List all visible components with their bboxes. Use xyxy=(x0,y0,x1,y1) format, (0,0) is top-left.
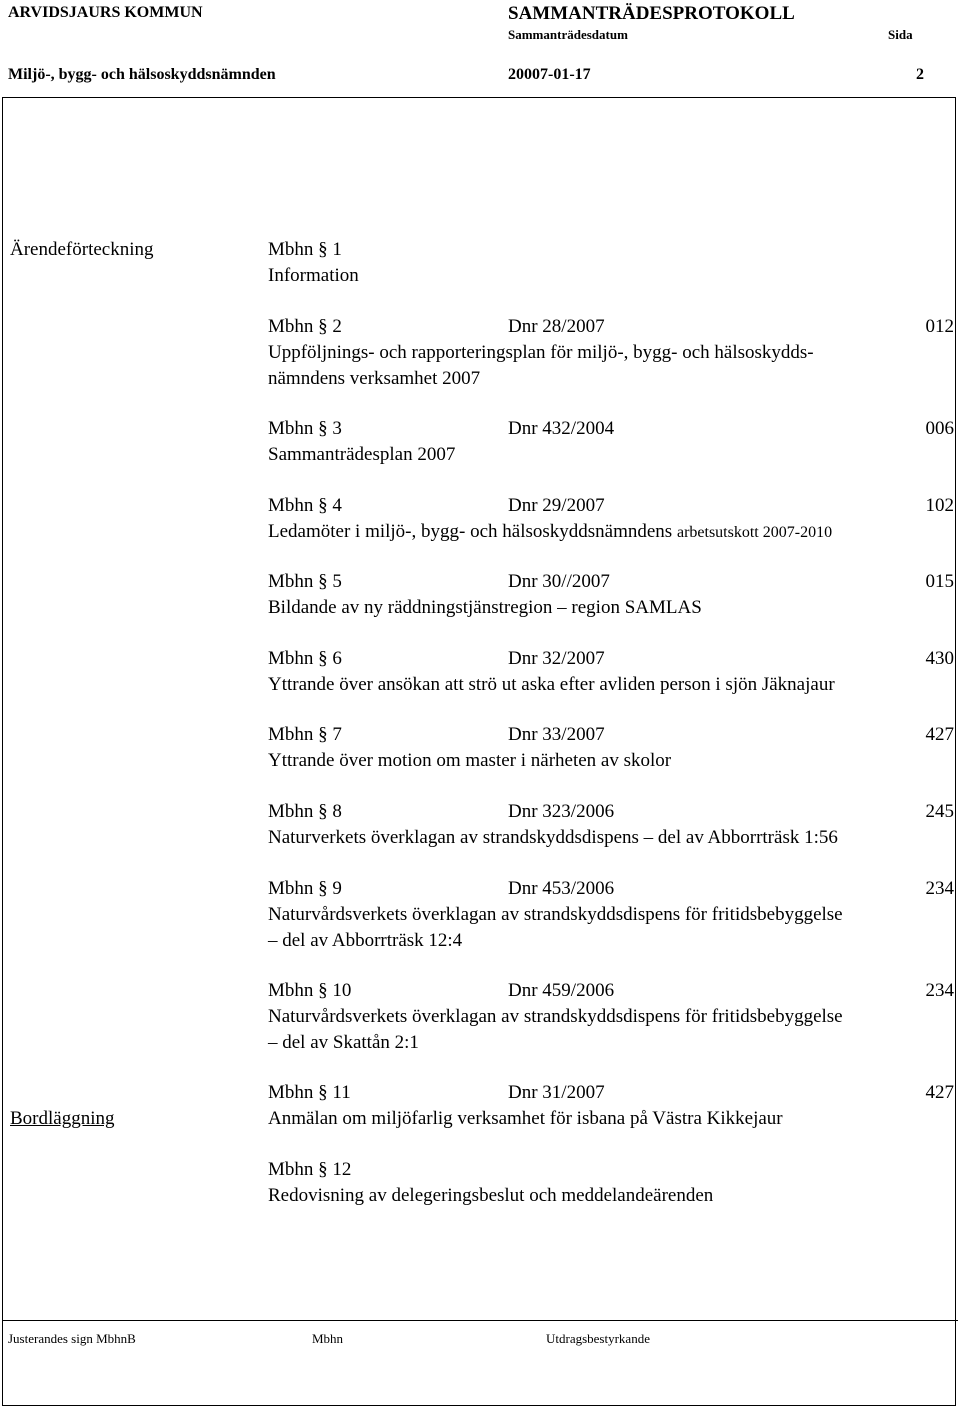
diary-number: Dnr 459/2006 xyxy=(508,980,615,1001)
diary-number: Dnr 32/2007 xyxy=(508,648,605,669)
paragraph-number: Mbhn § 11 xyxy=(268,1082,351,1103)
item-title: Uppföljnings- och rapporteringsplan för miljö-, bygg- och hälsoskydds- xyxy=(268,342,814,363)
paragraph-number: Mbhn § 9 xyxy=(268,878,342,899)
paragraph-number: Mbhn § 8 xyxy=(268,801,342,822)
paragraph-number: Mbhn § 12 xyxy=(268,1159,352,1180)
paragraph-number: Mbhn § 7 xyxy=(268,724,342,745)
item-title-main: Ledamöter i miljö-, bygg- och hälsoskyddsnämndens xyxy=(268,521,677,542)
meeting-date: 20007-01-17 xyxy=(508,66,591,83)
list-item xyxy=(268,722,954,774)
paragraph-number: Mbhn § 2 xyxy=(268,316,342,337)
item-title: Naturvårdsverkets överklagan av strandskyddsdispens för fritidsbebyggelse xyxy=(268,1006,843,1027)
item-title-continued: – del av Abborrträsk 12:4 xyxy=(268,930,463,951)
item-title: Sammanträdesplan 2007 xyxy=(268,444,456,465)
item-title: Redovisning av delegeringsbeslut och meddelandeärenden xyxy=(268,1185,714,1206)
archive-code: 245 xyxy=(925,801,954,822)
paragraph-number: Mbhn § 10 xyxy=(268,980,352,1001)
list-item xyxy=(268,1080,954,1132)
archive-code: 234 xyxy=(925,878,954,899)
paragraph-number: Mbhn § 6 xyxy=(268,648,342,669)
paragraph-number: Mbhn § 3 xyxy=(268,418,342,439)
list-item xyxy=(268,978,954,1056)
meeting-date-label: Sammanträdesdatum xyxy=(508,27,628,42)
archive-code: 430 xyxy=(925,648,954,669)
item-title-continued: – del av Skattån 2:1 xyxy=(268,1032,419,1053)
diary-number: Dnr 432/2004 xyxy=(508,418,615,439)
diary-number: Dnr 33/2007 xyxy=(508,724,605,745)
archive-code: 427 xyxy=(925,1082,954,1103)
archive-code: 012 xyxy=(925,316,954,337)
archive-code: 006 xyxy=(925,418,954,439)
list-item xyxy=(268,493,954,546)
footer-committee-label: Mbhn xyxy=(312,1331,344,1346)
archive-code: 102 xyxy=(925,495,954,516)
item-title-continued: nämndens verksamhet 2007 xyxy=(268,368,481,389)
diary-number: Dnr 29/2007 xyxy=(508,495,605,516)
list-item xyxy=(268,314,954,392)
archive-code: 234 xyxy=(925,980,954,1001)
list-item xyxy=(268,876,954,954)
municipality-name: ARVIDSJAURS KOMMUN xyxy=(8,4,203,21)
document-type: SAMMANTRÄDESPROTOKOLL xyxy=(508,3,795,24)
item-title xyxy=(268,519,954,546)
item-title-small: arbetsutskott 2007-2010 xyxy=(676,524,833,541)
page-label: Sida xyxy=(888,27,913,42)
item-title: Anmälan om miljöfarlig verksamhet för isbana på Västra Kikkejaur xyxy=(268,1108,783,1129)
deferral-label: Bordläggning xyxy=(10,1108,115,1129)
diary-number: Dnr 31/2007 xyxy=(508,1082,605,1103)
list-item xyxy=(268,1157,954,1209)
item-title: Yttrande över ansökan att strö ut aska efter avliden person i sjön Jäknajaur xyxy=(268,674,835,695)
list-heading: Ärendeförteckning xyxy=(10,239,154,260)
signature-label: Justerandes sign MbhnB xyxy=(8,1331,136,1346)
list-item xyxy=(268,416,954,468)
footer-divider xyxy=(2,1320,958,1321)
list-item xyxy=(268,799,954,851)
paragraph-number: Mbhn § 5 xyxy=(268,571,342,592)
item-title: Naturverkets överklagan av strandskyddsdispens – del av Abborrträsk 1:56 xyxy=(268,827,838,848)
archive-code: 015 xyxy=(925,571,954,592)
item-title: Naturvårdsverkets överklagan av strandskyddsdispens för fritidsbebyggelse xyxy=(268,904,843,925)
diary-number: Dnr 28/2007 xyxy=(508,316,605,337)
committee-name: Miljö-, bygg- och hälsoskyddsnämnden xyxy=(8,66,276,83)
list-item xyxy=(268,569,954,621)
item-title: Information xyxy=(268,265,359,286)
item-title: Yttrande över motion om master i närheten av skolor xyxy=(268,750,672,771)
diary-number: Dnr 453/2006 xyxy=(508,878,615,899)
list-item xyxy=(268,237,954,289)
item-title: Bildande av ny räddningstjänstregion – region SAMLAS xyxy=(268,597,702,618)
page-number: 2 xyxy=(916,66,924,83)
diary-number: Dnr 323/2006 xyxy=(508,801,615,822)
paragraph-number: Mbhn § 1 xyxy=(268,239,342,260)
extract-certified-label: Utdragsbestyrkande xyxy=(546,1331,650,1346)
diary-number: Dnr 30//2007 xyxy=(508,571,610,592)
paragraph-number: Mbhn § 4 xyxy=(268,495,342,516)
list-item xyxy=(268,646,954,698)
archive-code: 427 xyxy=(925,724,954,745)
